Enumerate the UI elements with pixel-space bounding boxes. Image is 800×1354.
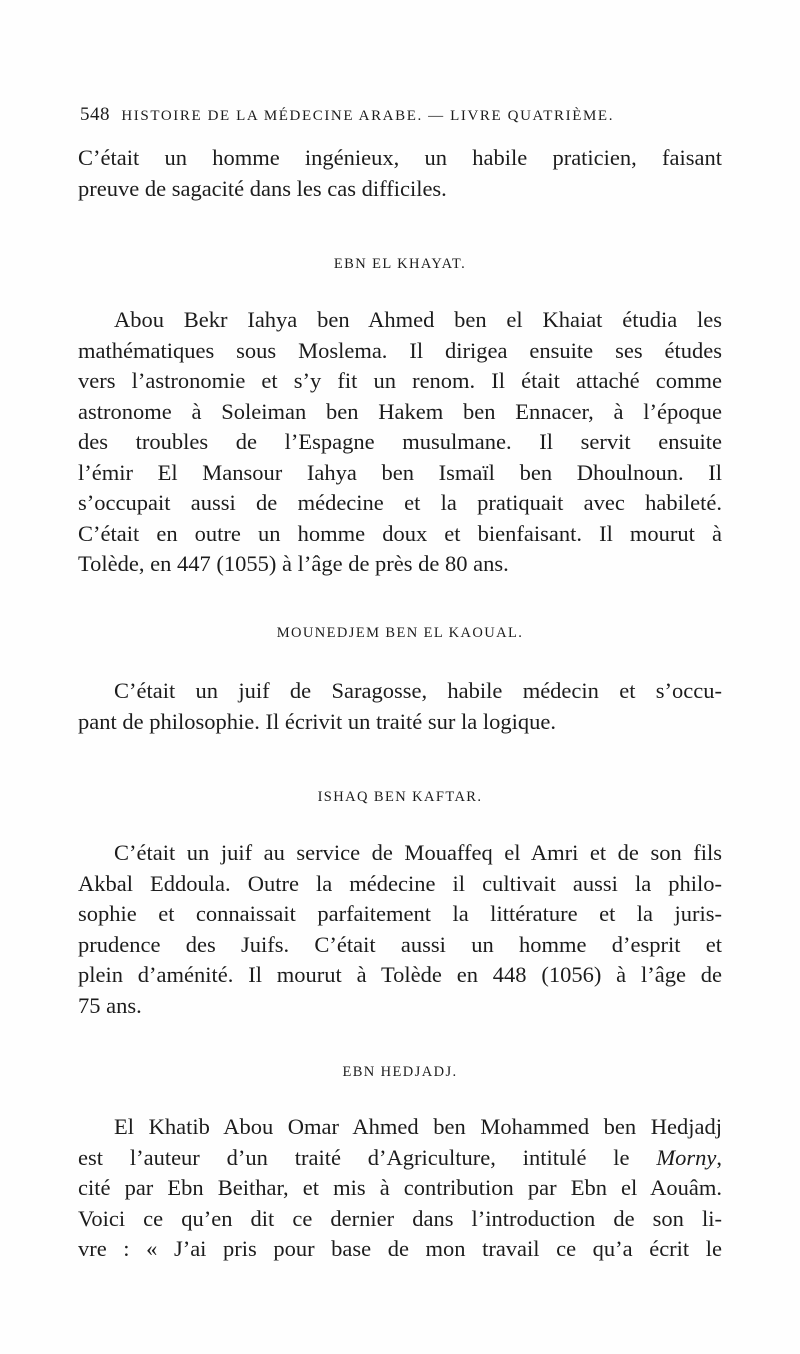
paragraph-line: prudence des Juifs. C’était aussi un homme d’esprit et (78, 931, 722, 957)
paragraph-line: cité par Ebn Beithar, et mis à contribution par Ebn el Aouâm. (78, 1175, 722, 1200)
section-paragraph (78, 676, 722, 737)
section-heading: MOUNEDJEM BEN EL KAOUAL. (276, 625, 524, 641)
paragraph-line: Tolède, en 447 (1055) à l’âge de près de 80 ans. (78, 551, 509, 576)
paragraph-line: pant de philosophie. Il écrivit un traité sur la logique. (78, 708, 557, 734)
continuation-paragraph (78, 143, 722, 204)
section-paragraph (78, 1112, 722, 1265)
paragraph-line: mathématiques sous Moslema. Il dirigea ensuite ses études (78, 337, 722, 363)
page-number: 548 (80, 104, 110, 125)
section-heading: ISHAQ BEN KAFTAR. (317, 789, 483, 805)
paragraph-line: 75 ans. (78, 992, 142, 1018)
paragraph-line: C’était un homme ingénieux, un habile praticien, faisant (78, 145, 722, 170)
paragraph-line: Voici ce qu’en dit ce dernier dans l’introduction de son li- (78, 1205, 722, 1231)
paragraph-line: Abou Bekr Iahya ben Ahmed ben el Khaiat étudia les (114, 307, 722, 332)
paragraph-line: C’était en outre un homme doux et bienfaisant. Il mourut à (78, 520, 722, 546)
paragraph-line: l’émir El Mansour Iahya ben Ismaïl ben Dhoulnoun. Il (78, 459, 722, 485)
paragraph-line: des troubles de l’Espagne musulmane. Il servit ensuite (78, 429, 722, 454)
paragraph-line: C’était un juif au service de Mouaffeq el Amri et de son fils (114, 840, 722, 865)
paragraph-line: plein d’aménité. Il mourut à Tolède en 448 (1056) à l’âge de (78, 962, 722, 987)
section-paragraph (78, 838, 722, 1021)
book-title-italic: Morny (656, 1144, 717, 1170)
section-heading: EBN EL KHAYAT. (333, 256, 467, 272)
paragraph-line: astronome à Soleiman ben Hakem ben Ennacer, à l’époque (78, 398, 722, 424)
paragraph-line: El Khatib Abou Omar Ahmed ben Mohammed ben Hedjadj (114, 1114, 722, 1139)
paragraph-line: est l’auteur d’un traité d’Agriculture, intitulé le Morny, (78, 1144, 722, 1170)
paragraph-line: sophie et connaissait parfaitement la littérature et la juris- (78, 901, 722, 926)
section-heading: EBN HEDJADJ. (342, 1064, 458, 1080)
paragraph-line: Akbal Eddoula. Outre la médecine il cultivait aussi la philo- (78, 870, 722, 896)
paragraph-line: vers l’astronomie et s’y fit un renom. Il était attaché comme (78, 368, 722, 393)
running-head-title: HISTOIRE DE LA MÉDECINE ARABE. — LIVRE QUATRIÈME. (121, 108, 615, 124)
paragraph-line: s’occupait aussi de médecine et la pratiquait avec habileté. (78, 490, 722, 515)
paragraph-line: vre : « J’ai pris pour base de mon travail ce qu’a écrit le (78, 1236, 722, 1261)
paragraph-line: preuve de sagacité dans les cas difficiles. (78, 175, 447, 201)
section-paragraph (78, 305, 722, 580)
paragraph-line: C’était un juif de Saragosse, habile médecin et s’occu- (114, 678, 722, 703)
running-head (80, 104, 695, 126)
